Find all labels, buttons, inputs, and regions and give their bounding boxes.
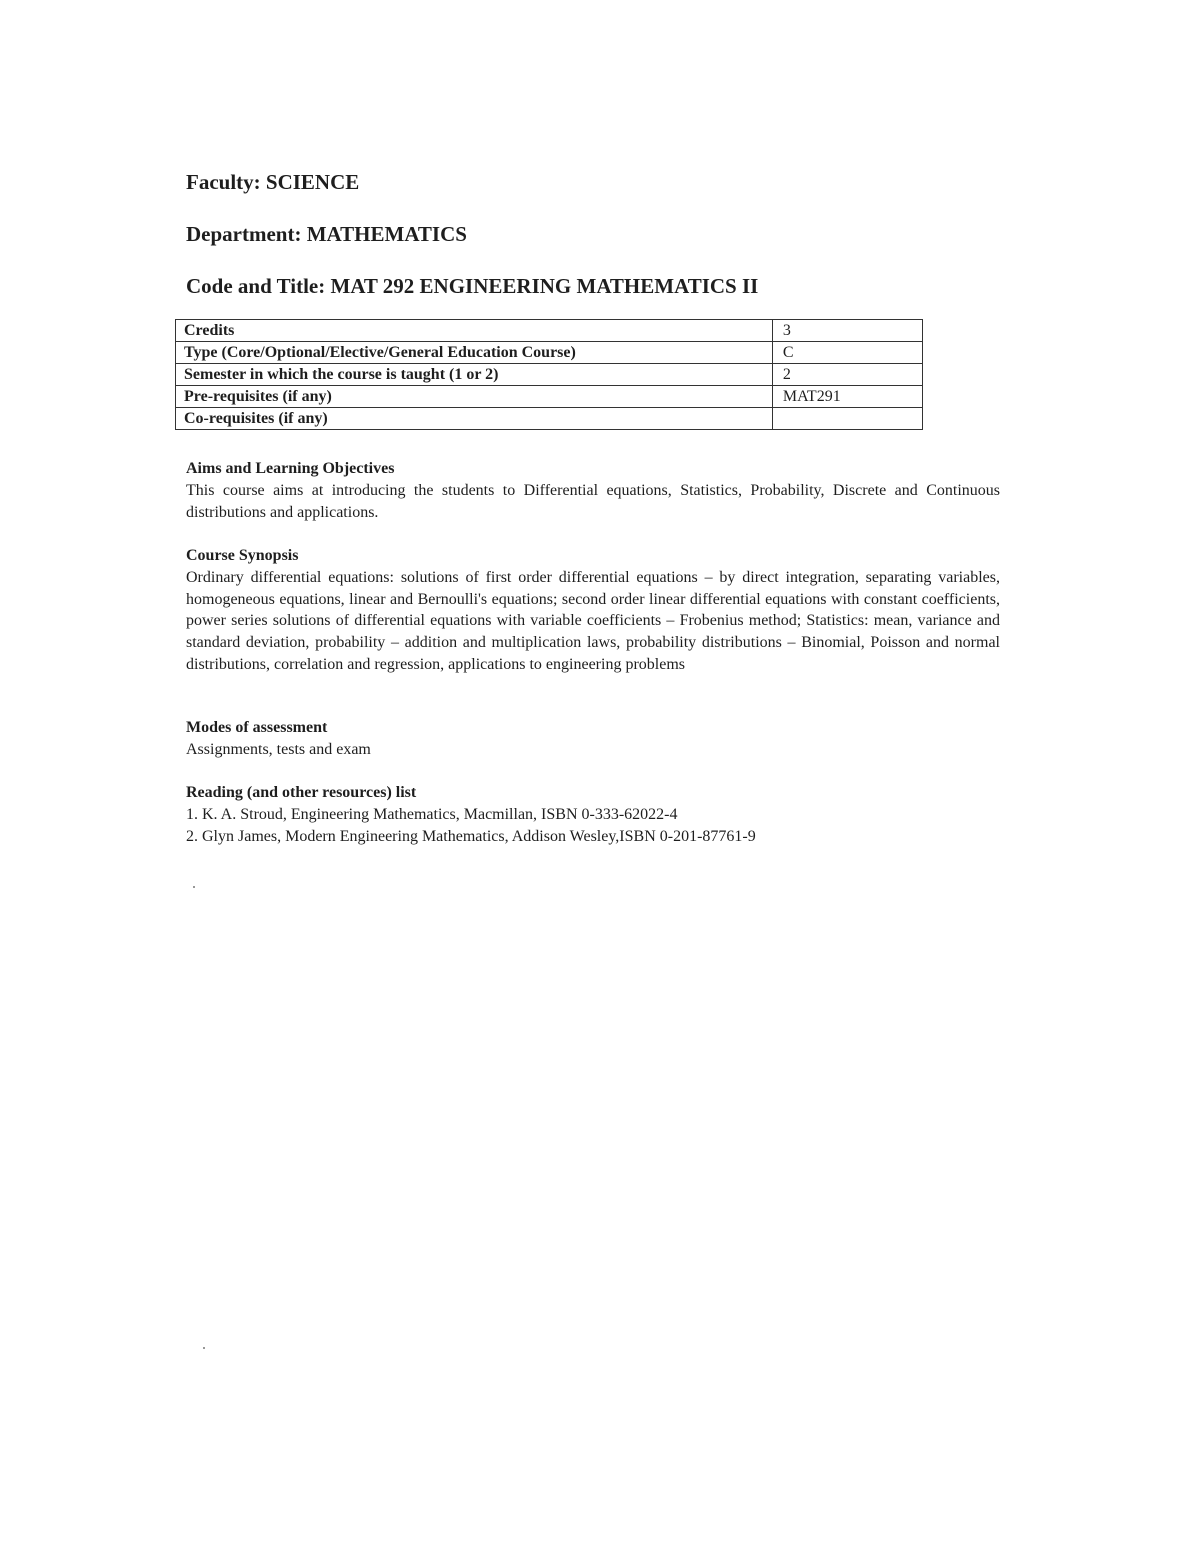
- aims-heading: Aims and Learning Objectives: [186, 460, 395, 477]
- table-cell-value: C: [772, 342, 922, 364]
- scan-speck: [203, 1347, 205, 1349]
- department-heading: [186, 222, 467, 247]
- table-row-prerequisites: [176, 386, 923, 408]
- list-item: 2. Glyn James, Modern Engineering Mathematics, Addison Wesley,ISBN 0-201-87761-9: [186, 827, 756, 845]
- code-title-label: Code and Title:: [186, 274, 326, 298]
- table-row-credits: [176, 320, 923, 342]
- faculty-heading: [186, 170, 359, 195]
- list-item: 1. K. A. Stroud, Engineering Mathematics, Macmillan, ISBN 0-333-62022-4: [186, 805, 678, 823]
- faculty-label: Faculty:: [186, 170, 261, 194]
- table-cell-value: 3: [772, 320, 922, 342]
- table-cell-value: MAT291: [772, 386, 922, 408]
- code-title-value: MAT 292 ENGINEERING MATHEMATICS II: [330, 274, 759, 298]
- code-title-heading: [186, 274, 758, 299]
- synopsis-heading: Course Synopsis: [186, 547, 299, 564]
- reading-list: [186, 804, 1000, 848]
- table-cell-value: 2: [772, 364, 922, 386]
- scan-speck: [193, 886, 195, 888]
- assessment-heading: Modes of assessment: [186, 719, 328, 736]
- table-cell-value: [772, 408, 922, 430]
- reading-section: [186, 782, 1000, 847]
- faculty-value: SCIENCE: [265, 170, 360, 194]
- table-row-type: [176, 342, 923, 364]
- reading-heading: Reading (and other resources) list: [186, 784, 417, 801]
- assessment-text: Assignments, tests and exam: [186, 740, 371, 758]
- table-cell-label: Credits: [176, 320, 773, 342]
- table-row-corequisites: [176, 408, 923, 430]
- table-cell-label: Co-requisites (if any): [176, 408, 773, 430]
- table-cell-label: Pre-requisites (if any): [176, 386, 773, 408]
- department-label: Department:: [186, 222, 302, 246]
- assessment-section: [186, 717, 1000, 761]
- course-info-table: [175, 319, 923, 430]
- table-row-semester: [176, 364, 923, 386]
- department-value: MATHEMATICS: [306, 222, 467, 246]
- table-cell-label: Semester in which the course is taught (1 or 2): [176, 364, 773, 386]
- synopsis-section: [186, 545, 1000, 676]
- aims-text: This course aims at introducing the students to Differential equations, Statistics, Probability, Discrete and Continuous distributions and applications.: [186, 481, 1000, 521]
- synopsis-text: Ordinary differential equations: solutions of first order differential equations – by direct integration, separating variables, homogeneous equations, linear and Bernoulli's equations; second order linear differential equations with constant coefficients, power series solutions of differential equations with variable coefficients – Frobenius method; Statistics: mean, variance and standard deviation, probability – addition and multiplication laws, probability distributions – Binomial, Poisson and normal distributions, correlation and regression, applications to engineering problems: [186, 568, 1000, 673]
- table-cell-label: Type (Core/Optional/Elective/General Education Course): [176, 342, 773, 364]
- aims-section: [186, 458, 1000, 523]
